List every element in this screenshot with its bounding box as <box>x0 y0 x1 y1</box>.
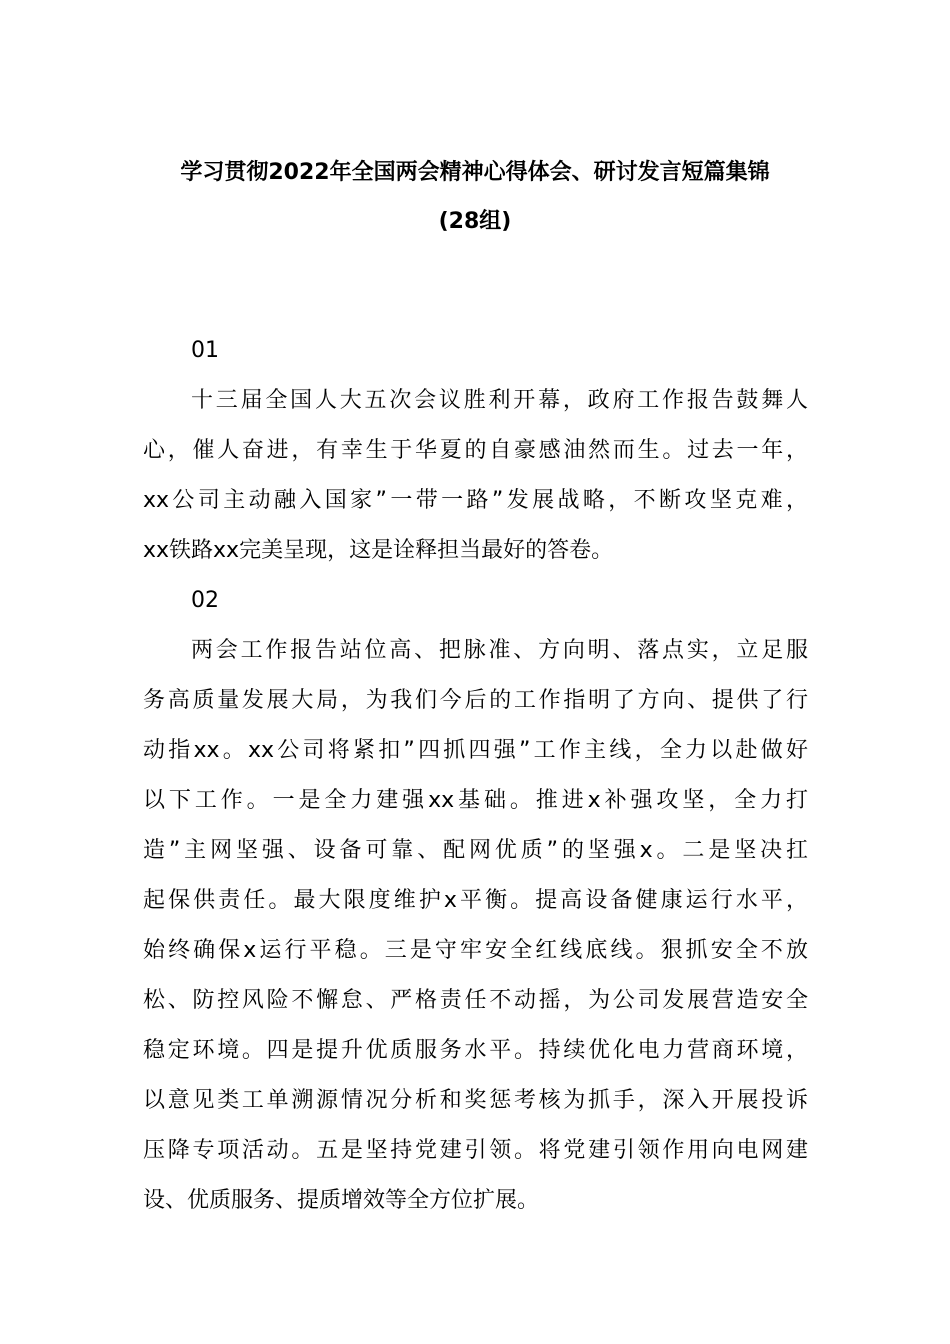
paragraph-line: 压降专项活动。五是坚持党建引领。将党建引领作用向电网建 <box>143 1138 808 1163</box>
section-paragraph <box>143 626 808 1226</box>
paragraph-line: 心，催人奋进，有幸生于华夏的自豪感油然而生。过去一年， <box>143 438 808 463</box>
paragraph-line: 动指xx。xx公司将紧扣”四抓四强”工作主线，全力以赴做好 <box>143 738 808 763</box>
section-paragraph <box>143 376 808 576</box>
paragraph-line: xx公司主动融入国家”一带一路”发展战略，不断攻坚克难， <box>143 488 808 513</box>
document-body <box>143 326 808 1226</box>
paragraph-line: xx铁路xx完美呈现，这是诠释担当最好的答卷。 <box>143 538 614 563</box>
section-number: 01 <box>191 338 219 363</box>
paragraph-line: 设、优质服务、提质增效等全方位扩展。 <box>143 1188 540 1213</box>
document-title: 学习贯彻2022年全国两会精神心得体会、研讨发言短篇集锦 <box>180 160 770 185</box>
section-number: 02 <box>191 588 219 613</box>
paragraph-line: 稳定环境。四是提升优质服务水平。持续优化电力营商环境， <box>143 1038 808 1063</box>
paragraph-line: 起保供责任。最大限度维护x平衡。提高设备健康运行水平， <box>143 888 808 913</box>
paragraph-line: 十三届全国人大五次会议胜利开幕，政府工作报告鼓舞人 <box>191 388 808 413</box>
paragraph-line: 松、防控风险不懈怠、严格责任不动摇，为公司发展营造安全 <box>143 988 808 1013</box>
paragraph-line: 务高质量发展大局，为我们今后的工作指明了方向、提供了行 <box>143 688 808 713</box>
paragraph-line: 始终确保x运行平稳。三是守牢安全红线底线。狠抓安全不放 <box>143 938 808 963</box>
paragraph-line: 造”主网坚强、设备可靠、配网优质”的坚强x。二是坚决扛 <box>143 838 808 863</box>
paragraph-line: 以下工作。一是全力建强xx基础。推进x补强攻坚，全力打 <box>143 788 808 813</box>
document-subtitle: (28组) <box>438 209 512 234</box>
paragraph-line: 两会工作报告站位高、把脉准、方向明、落点实，立足服 <box>191 638 808 663</box>
paragraph-line: 以意见类工单溯源情况分析和奖惩考核为抓手，深入开展投诉 <box>143 1088 808 1113</box>
